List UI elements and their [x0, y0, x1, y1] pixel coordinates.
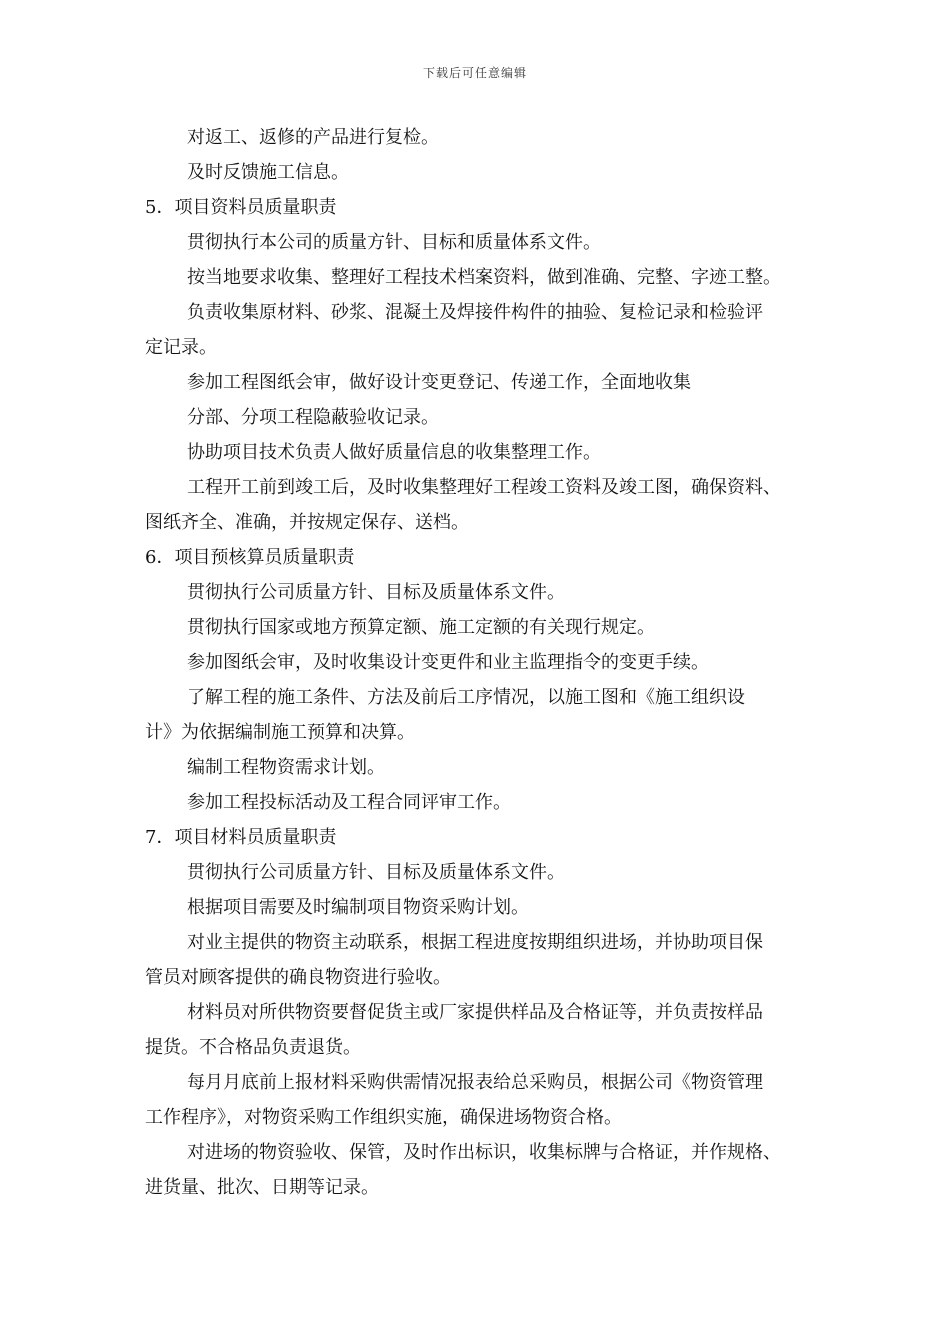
paragraph-line: 工作程序》，对物资采购工作组织实施，确保进场物资合格。 [145, 1107, 622, 1128]
paragraph-line: 贯彻执行公司质量方针、目标及质量体系文件。 [187, 862, 565, 883]
paragraph-line: 材料员对所供物资要督促货主或厂家提供样品及合格证等，并负责按样品 [187, 1002, 763, 1023]
paragraph-line: 根据项目需要及时编制项目物资采购计划。 [187, 897, 529, 918]
paragraph-line: 工程开工前到竣工后，及时收集整理好工程竣工资料及竣工图，确保资料、 [187, 477, 781, 498]
paragraph-line: 负责收集原材料、砂浆、混凝土及焊接件构件的抽验、复检记录和检验评 [187, 302, 763, 323]
paragraph-line: 了解工程的施工条件、方法及前后工序情况，以施工图和《施工组织设 [187, 687, 745, 708]
paragraph-line: 编制工程物资需求计划。 [187, 757, 385, 778]
section-heading-7: 7．项目材料员质量职责 [145, 827, 337, 848]
paragraph-line: 定记录。 [145, 337, 217, 358]
paragraph-line: 进货量、批次、日期等记录。 [145, 1177, 379, 1198]
paragraph-line: 图纸齐全、准确，并按规定保存、送档。 [145, 512, 469, 533]
paragraph-line: 每月月底前上报材料采购供需情况报表给总采购员，根据公司《物资管理 [187, 1072, 763, 1093]
section-heading-6: 6．项目预核算员质量职责 [145, 547, 355, 568]
paragraph-line: 按当地要求收集、整理好工程技术档案资料，做到准确、完整、字迹工整。 [187, 267, 781, 288]
page-header: 下载后可任意编辑 [422, 66, 527, 80]
section-heading-5: 5．项目资料员质量职责 [145, 197, 337, 218]
paragraph-line: 贯彻执行公司质量方针、目标及质量体系文件。 [187, 582, 565, 603]
paragraph-line: 管员对顾客提供的确良物资进行验收。 [145, 967, 451, 988]
paragraph-line: 计》为依据编制施工预算和决算。 [145, 722, 415, 743]
paragraph-line: 参加工程图纸会审，做好设计变更登记、传递工作，全面地收集 [187, 372, 691, 393]
paragraph-line: 参加图纸会审，及时收集设计变更件和业主监理指令的变更手续。 [187, 652, 709, 673]
paragraph-line: 对进场的物资验收、保管，及时作出标识，收集标牌与合格证，并作规格、 [187, 1142, 781, 1163]
paragraph-line: 提货。不合格品负责退货。 [145, 1037, 361, 1058]
paragraph-line: 对返工、返修的产品进行复检。 [187, 127, 439, 148]
paragraph-line: 对业主提供的物资主动联系，根据工程进度按期组织进场，并协助项目保 [187, 932, 763, 953]
document-body [145, 120, 825, 1205]
paragraph-line: 协助项目技术负责人做好质量信息的收集整理工作。 [187, 442, 601, 463]
paragraph-line: 参加工程投标活动及工程合同评审工作。 [187, 792, 511, 813]
paragraph-line: 及时反馈施工信息。 [187, 162, 349, 183]
paragraph-line: 贯彻执行本公司的质量方针、目标和质量体系文件。 [187, 232, 601, 253]
paragraph-line: 贯彻执行国家或地方预算定额、施工定额的有关现行规定。 [187, 617, 655, 638]
paragraph-line: 分部、分项工程隐蔽验收记录。 [187, 407, 439, 428]
